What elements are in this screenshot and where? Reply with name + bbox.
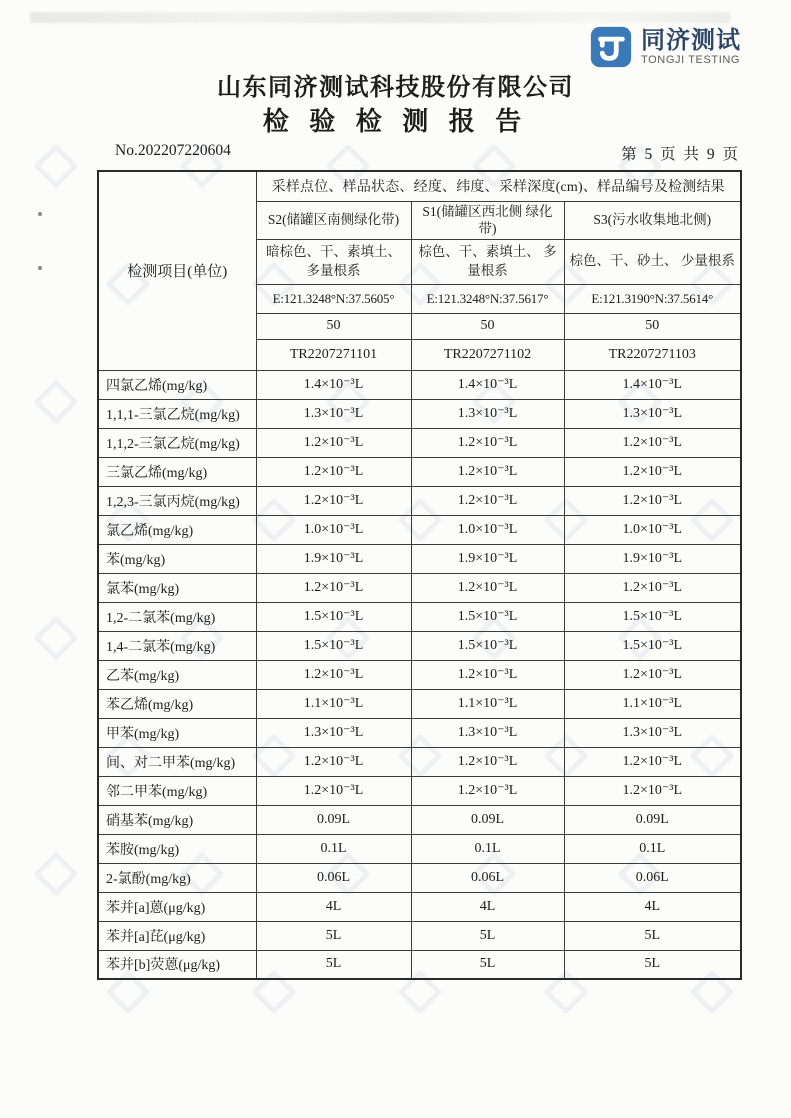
value-cell: 0.06L [256,863,411,892]
item-column-header: 检测项目(单位) [98,171,256,370]
value-cell: 1.2×10⁻³L [256,457,411,486]
table-row [98,631,741,660]
value-cell: 4L [256,892,411,921]
value-cell: 1.5×10⁻³L [564,631,741,660]
table-row [98,515,741,544]
value-cell: 1.2×10⁻³L [564,573,741,602]
scan-speck [38,212,42,216]
table-row [98,718,741,747]
value-cell: 4L [411,892,564,921]
value-cell: 1.2×10⁻³L [564,457,741,486]
table-row [98,921,741,950]
value-cell: 1.5×10⁻³L [411,631,564,660]
item-cell: 1,2-二氯苯(mg/kg) [98,602,256,631]
item-cell: 乙苯(mg/kg) [98,660,256,689]
report-number: No.202207220604 [115,142,231,159]
value-cell: 5L [256,950,411,979]
item-cell: 苯乙烯(mg/kg) [98,689,256,718]
brand-name-en: TONGJI TESTING [641,53,741,66]
sampling-depth-s2: 50 [256,313,411,339]
value-cell: 5L [411,950,564,979]
value-cell: 1.2×10⁻³L [564,747,741,776]
table-row [98,370,741,399]
value-cell: 1.5×10⁻³L [256,602,411,631]
value-cell: 1.9×10⁻³L [564,544,741,573]
value-cell: 1.2×10⁻³L [256,747,411,776]
value-cell: 1.2×10⁻³L [411,428,564,457]
value-cell: 1.0×10⁻³L [564,515,741,544]
table-row [98,892,741,921]
scan-speck [38,266,42,270]
site-name-s2: S2(储罐区南侧绿化带) [256,201,411,239]
sampling-depth-s1: 50 [411,313,564,339]
value-cell: 1.3×10⁻³L [411,718,564,747]
table-row [98,660,741,689]
value-cell: 1.2×10⁻³L [564,660,741,689]
item-cell: 氯乙烯(mg/kg) [98,515,256,544]
value-cell: 1.2×10⁻³L [256,776,411,805]
item-cell: 氯苯(mg/kg) [98,573,256,602]
value-cell: 0.1L [256,834,411,863]
coordinates-s3: E:121.3190°N:37.5614° [564,284,741,313]
item-cell: 硝基苯(mg/kg) [98,805,256,834]
table-row [98,544,741,573]
watermark-diamond [33,615,78,660]
item-cell: 苯并[b]荧蒽(μg/kg) [98,950,256,979]
value-cell: 0.09L [256,805,411,834]
tongji-logo [590,26,741,68]
value-cell: 1.2×10⁻³L [411,660,564,689]
table-row [98,776,741,805]
value-cell: 0.09L [411,805,564,834]
item-cell: 1,1,2-三氯乙烷(mg/kg) [98,428,256,457]
value-cell: 1.2×10⁻³L [411,747,564,776]
value-cell: 0.1L [411,834,564,863]
table-row [98,457,741,486]
value-cell: 1.2×10⁻³L [256,486,411,515]
item-cell: 苯并[a]芘(μg/kg) [98,921,256,950]
value-cell: 1.3×10⁻³L [564,718,741,747]
value-cell: 1.2×10⁻³L [411,486,564,515]
value-cell: 1.4×10⁻³L [411,370,564,399]
value-cell: 1.9×10⁻³L [256,544,411,573]
tongji-logo-icon [590,26,632,68]
value-cell: 1.2×10⁻³L [564,428,741,457]
sample-state-s2: 暗棕色、干、素填土、多量根系 [256,239,411,284]
results-table [97,170,742,980]
value-cell: 4L [564,892,741,921]
value-cell: 1.0×10⁻³L [256,515,411,544]
value-cell: 0.06L [411,863,564,892]
item-cell: 苯胺(mg/kg) [98,834,256,863]
site-name-s1: S1(储罐区西北侧 绿化带) [411,201,564,239]
value-cell: 1.1×10⁻³L [411,689,564,718]
value-cell: 1.1×10⁻³L [256,689,411,718]
value-cell: 1.5×10⁻³L [564,602,741,631]
table-row [98,428,741,457]
value-cell: 1.1×10⁻³L [564,689,741,718]
value-cell: 5L [564,950,741,979]
item-cell: 苯并[a]蒽(μg/kg) [98,892,256,921]
value-cell: 1.3×10⁻³L [564,399,741,428]
table-row [98,834,741,863]
value-cell: 1.3×10⁻³L [256,399,411,428]
value-cell: 1.0×10⁻³L [411,515,564,544]
value-cell: 5L [564,921,741,950]
value-cell: 1.2×10⁻³L [256,428,411,457]
value-cell: 1.2×10⁻³L [256,573,411,602]
value-cell: 1.4×10⁻³L [564,370,741,399]
brand-name-cn: 同济测试 [641,26,741,54]
table-row [98,486,741,515]
coordinates-s1: E:121.3248°N:37.5617° [411,284,564,313]
watermark-diamond [33,143,78,188]
value-cell: 1.9×10⁻³L [411,544,564,573]
table-row [98,602,741,631]
report-meta [115,142,740,164]
value-cell: 0.09L [564,805,741,834]
item-cell: 间、对二甲苯(mg/kg) [98,747,256,776]
item-cell: 苯(mg/kg) [98,544,256,573]
sample-state-s1: 棕色、干、素填土、 多量根系 [411,239,564,284]
coordinates-s2: E:121.3248°N:37.5605° [256,284,411,313]
results-body [98,370,741,979]
item-cell: 1,4-二氯苯(mg/kg) [98,631,256,660]
item-cell: 2-氯酚(mg/kg) [98,863,256,892]
item-cell: 三氯乙烯(mg/kg) [98,457,256,486]
value-cell: 1.5×10⁻³L [411,602,564,631]
scan-artifact-band [30,12,730,23]
span-header: 采样点位、样品状态、经度、纬度、采样深度(cm)、样品编号及检测结果 [256,171,741,201]
table-row [98,950,741,979]
table-row [98,863,741,892]
company-name: 山东同济测试科技股份有限公司 [217,75,574,101]
value-cell: 1.3×10⁻³L [411,399,564,428]
value-cell: 0.1L [564,834,741,863]
item-cell: 甲苯(mg/kg) [98,718,256,747]
value-cell: 1.5×10⁻³L [256,631,411,660]
value-cell: 1.2×10⁻³L [411,776,564,805]
watermark-diamond [33,851,78,896]
item-cell: 四氯乙烯(mg/kg) [98,370,256,399]
value-cell: 1.2×10⁻³L [411,573,564,602]
item-cell: 邻二甲苯(mg/kg) [98,776,256,805]
value-cell: 1.2×10⁻³L [564,776,741,805]
report-title: 检 验 检 测 报 告 [262,107,529,136]
value-cell: 1.2×10⁻³L [564,486,741,515]
site-name-s3: S3(污水收集地北侧) [564,201,741,239]
value-cell: 5L [256,921,411,950]
sample-state-s3: 棕色、干、砂土、 少量根系 [564,239,741,284]
value-cell: 5L [411,921,564,950]
value-cell: 1.2×10⁻³L [256,660,411,689]
table-row [98,747,741,776]
sample-number-s3: TR2207271103 [564,339,741,370]
table-row [98,689,741,718]
item-cell: 1,1,1-三氯乙烷(mg/kg) [98,399,256,428]
value-cell: 0.06L [564,863,741,892]
sample-number-s2: TR2207271101 [256,339,411,370]
item-cell: 1,2,3-三氯丙烷(mg/kg) [98,486,256,515]
value-cell: 1.3×10⁻³L [256,718,411,747]
value-cell: 1.2×10⁻³L [411,457,564,486]
value-cell: 1.4×10⁻³L [256,370,411,399]
sample-number-s1: TR2207271102 [411,339,564,370]
table-row [98,573,741,602]
watermark-diamond [33,379,78,424]
table-row [98,805,741,834]
table-row [98,399,741,428]
sampling-depth-s3: 50 [564,313,741,339]
page-indicator: 第 5 页 共 9 页 [621,146,740,163]
